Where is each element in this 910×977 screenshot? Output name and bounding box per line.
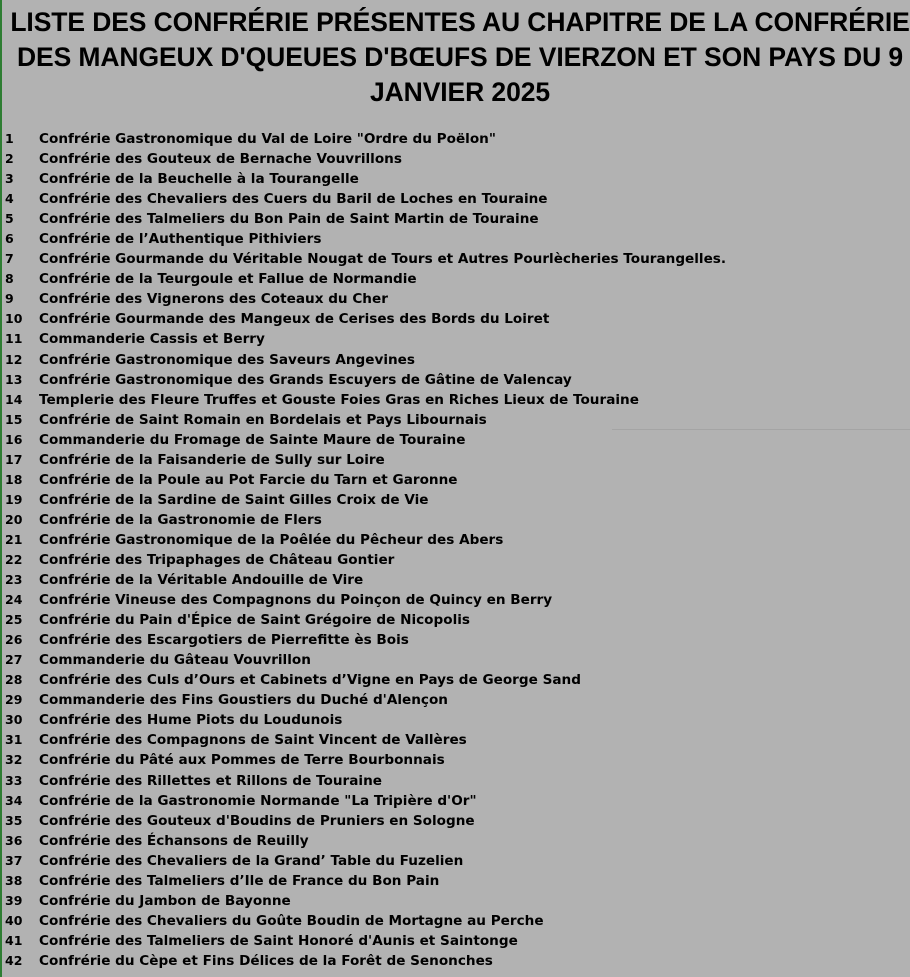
item-number: 42 — [5, 952, 23, 968]
list-item[interactable] — [0, 450, 910, 470]
item-number: 5 — [5, 211, 14, 227]
item-name: Confrérie des Gouteux de Bernache Vouvrillons — [39, 151, 402, 168]
list-item[interactable] — [0, 209, 910, 229]
list-item[interactable] — [0, 871, 910, 891]
item-name: Confrérie Gastronomique des Saveurs Angevines — [39, 351, 415, 368]
list-item[interactable] — [0, 249, 910, 269]
item-number: 36 — [5, 832, 23, 848]
list-item[interactable] — [0, 430, 910, 450]
item-name: Confrérie des Chevaliers du Goûte Boudin de Mortagne au Perche — [39, 912, 544, 929]
list-item[interactable] — [0, 791, 910, 811]
item-name: Confrérie des Talmeliers d’Ile de France du Bon Pain — [39, 872, 440, 889]
item-number: 28 — [5, 672, 23, 688]
list-item[interactable] — [0, 550, 910, 570]
item-name: Confrérie Gourmande du Véritable Nougat de Tours et Autres Pourlècheries Tourangelles. — [39, 251, 727, 268]
item-name: Commanderie du Fromage de Sainte Maure de Touraine — [39, 431, 466, 448]
list-item[interactable] — [0, 710, 910, 730]
item-name: Confrérie de la Véritable Andouille de Vire — [39, 572, 364, 589]
list-item[interactable] — [0, 370, 910, 390]
item-name: Commanderie Cassis et Berry — [39, 331, 265, 348]
item-name: Confrérie du Pâté aux Pommes de Terre Bourbonnais — [39, 752, 445, 769]
item-number: 11 — [5, 331, 23, 347]
item-number: 30 — [5, 712, 23, 728]
item-name: Commanderie des Fins Goustiers du Duché d'Alençon — [39, 692, 448, 709]
list-item[interactable] — [0, 951, 910, 971]
item-number: 12 — [5, 351, 23, 367]
list-item[interactable] — [0, 931, 910, 951]
item-name: Confrérie du Cèpe et Fins Délices de la Forêt de Senonches — [39, 952, 493, 969]
item-number: 18 — [5, 471, 23, 487]
item-name: Confrérie Gastronomique du Val de Loire "Ordre du Poëlon" — [39, 131, 496, 147]
item-number: 33 — [5, 772, 23, 788]
list-item[interactable] — [0, 750, 910, 770]
confrerie-list — [0, 129, 910, 971]
item-number: 23 — [5, 572, 23, 588]
list-item[interactable] — [0, 410, 910, 430]
item-number: 16 — [5, 431, 23, 447]
item-number: 31 — [5, 732, 23, 748]
item-name: Confrérie de Saint Romain en Bordelais et Pays Libournais — [39, 411, 487, 428]
item-name: Confrérie de la Gastronomie Normande "La Tripière d'Or" — [39, 792, 477, 809]
list-item[interactable] — [0, 229, 910, 249]
item-name: Confrérie de la Gastronomie de Flers — [39, 511, 322, 528]
item-number: 21 — [5, 531, 23, 547]
item-name: Confrérie du Jambon de Bayonne — [39, 892, 291, 909]
item-name: Confrérie des Vignerons des Coteaux du Cher — [39, 291, 388, 308]
item-number: 14 — [5, 391, 23, 407]
item-name: Confrérie des Escargotiers de Pierrefitte ès Bois — [39, 632, 409, 649]
item-number: 10 — [5, 311, 23, 327]
item-name: Confrérie de la Beuchelle à la Tourangelle — [39, 171, 359, 188]
item-number: 19 — [5, 491, 23, 507]
item-name: Confrérie de la Sardine de Saint Gilles Croix de Vie — [39, 491, 429, 508]
item-number: 37 — [5, 852, 23, 868]
item-name: Confrérie des Culs d’Ours et Cabinets d’Vigne en Pays de George Sand — [39, 672, 581, 689]
list-item[interactable] — [0, 670, 910, 690]
item-number: 35 — [5, 812, 23, 828]
item-number: 40 — [5, 912, 23, 928]
item-number: 9 — [5, 291, 14, 307]
item-name: Confrérie de la Faisanderie de Sully sur Loire — [39, 451, 385, 468]
list-item[interactable] — [0, 350, 910, 370]
list-item[interactable] — [0, 630, 910, 650]
item-name: Confrérie des Chevaliers de la Grand’ Table du Fuzelien — [39, 852, 464, 869]
item-number: 32 — [5, 752, 23, 768]
list-item[interactable] — [0, 610, 910, 630]
item-name: Confrérie Gastronomique des Grands Escuyers de Gâtine de Valencay — [39, 371, 572, 388]
list-item[interactable] — [0, 390, 910, 410]
list-item[interactable] — [0, 570, 910, 590]
item-name: Confrérie Vineuse des Compagnons du Poinçon de Quincy en Berry — [39, 592, 553, 609]
list-item[interactable] — [0, 650, 910, 670]
list-item[interactable] — [0, 189, 910, 209]
item-number: 34 — [5, 792, 23, 808]
item-number: 25 — [5, 612, 23, 628]
list-item[interactable] — [0, 269, 910, 289]
item-name: Confrérie des Rillettes et Rillons de Touraine — [39, 772, 382, 789]
list-item[interactable] — [0, 169, 910, 189]
list-item[interactable] — [0, 730, 910, 750]
list-item[interactable] — [0, 329, 910, 349]
list-item[interactable] — [0, 530, 910, 550]
list-item[interactable] — [0, 510, 910, 530]
item-number: 39 — [5, 892, 23, 908]
list-item[interactable] — [0, 590, 910, 610]
list-item[interactable] — [0, 470, 910, 490]
item-name: Commanderie du Gâteau Vouvrillon — [39, 652, 311, 669]
list-item[interactable] — [0, 129, 910, 149]
list-item[interactable] — [0, 891, 910, 911]
item-number: 22 — [5, 551, 23, 567]
list-item[interactable] — [0, 490, 910, 510]
item-name: Templerie des Fleure Truffes et Gouste Foies Gras en Riches Lieux de Touraine — [39, 391, 639, 408]
list-item[interactable] — [0, 771, 910, 791]
item-name: Confrérie du Pain d'Épice de Saint Grégoire de Nicopolis — [39, 612, 470, 629]
list-item[interactable] — [0, 149, 910, 169]
item-number: 24 — [5, 592, 23, 608]
item-name: Confrérie des Échansons de Reuilly — [39, 832, 309, 849]
item-number: 3 — [5, 171, 14, 187]
item-name: Confrérie des Chevaliers des Cuers du Baril de Loches en Touraine — [39, 191, 548, 208]
item-name: Confrérie des Hume Piots du Loudunois — [39, 712, 343, 729]
item-name: Confrérie des Tripaphages de Château Gontier — [39, 551, 395, 568]
item-number: 17 — [5, 451, 23, 467]
item-name: Confrérie de la Teurgoule et Fallue de Normandie — [39, 271, 417, 288]
item-number: 38 — [5, 872, 23, 888]
item-number: 27 — [5, 652, 23, 668]
item-name: Confrérie des Talmeliers du Bon Pain de Saint Martin de Touraine — [39, 211, 539, 228]
item-name: Confrérie Gourmande des Mangeux de Cerises des Bords du Loiret — [39, 311, 550, 328]
item-number: 6 — [5, 231, 14, 247]
list-item[interactable] — [0, 309, 910, 329]
item-number: 20 — [5, 511, 23, 527]
list-item[interactable] — [0, 690, 910, 710]
item-number: 13 — [5, 371, 23, 387]
page-title: LISTE DES CONFRÉRIE PRÉSENTES AU CHAPITRE DE LA CONFRÉRIE DES MANGEUX D'QUEUES D'BŒUFS DE VIERZON ET SON PAYS DU 9 JANVIER 2025 — [10, 7, 910, 107]
item-name: Confrérie Gastronomique de la Poêlée du Pêcheur des Abers — [39, 531, 504, 548]
item-number: 2 — [5, 151, 14, 167]
item-number: 15 — [5, 411, 23, 427]
item-number: 1 — [5, 131, 14, 146]
item-name: Confrérie des Talmeliers de Saint Honoré d'Aunis et Saintonge — [39, 932, 518, 949]
list-item[interactable] — [0, 811, 910, 831]
item-name: Confrérie de l’Authentique Pithiviers — [39, 231, 322, 248]
item-name: Confrérie de la Poule au Pot Farcie du Tarn et Garonne — [39, 471, 458, 488]
list-item[interactable] — [0, 831, 910, 851]
item-number: 29 — [5, 692, 23, 708]
item-name: Confrérie des Compagnons de Saint Vincent de Vallères — [39, 732, 467, 749]
list-item[interactable] — [0, 289, 910, 309]
item-number: 41 — [5, 932, 23, 948]
item-name: Confrérie des Gouteux d'Boudins de Pruniers en Sologne — [39, 812, 475, 829]
item-number: 7 — [5, 251, 14, 267]
item-number: 4 — [5, 191, 14, 207]
list-item[interactable] — [0, 911, 910, 931]
list-item[interactable] — [0, 851, 910, 871]
item-number: 26 — [5, 632, 23, 648]
item-number: 8 — [5, 271, 14, 287]
